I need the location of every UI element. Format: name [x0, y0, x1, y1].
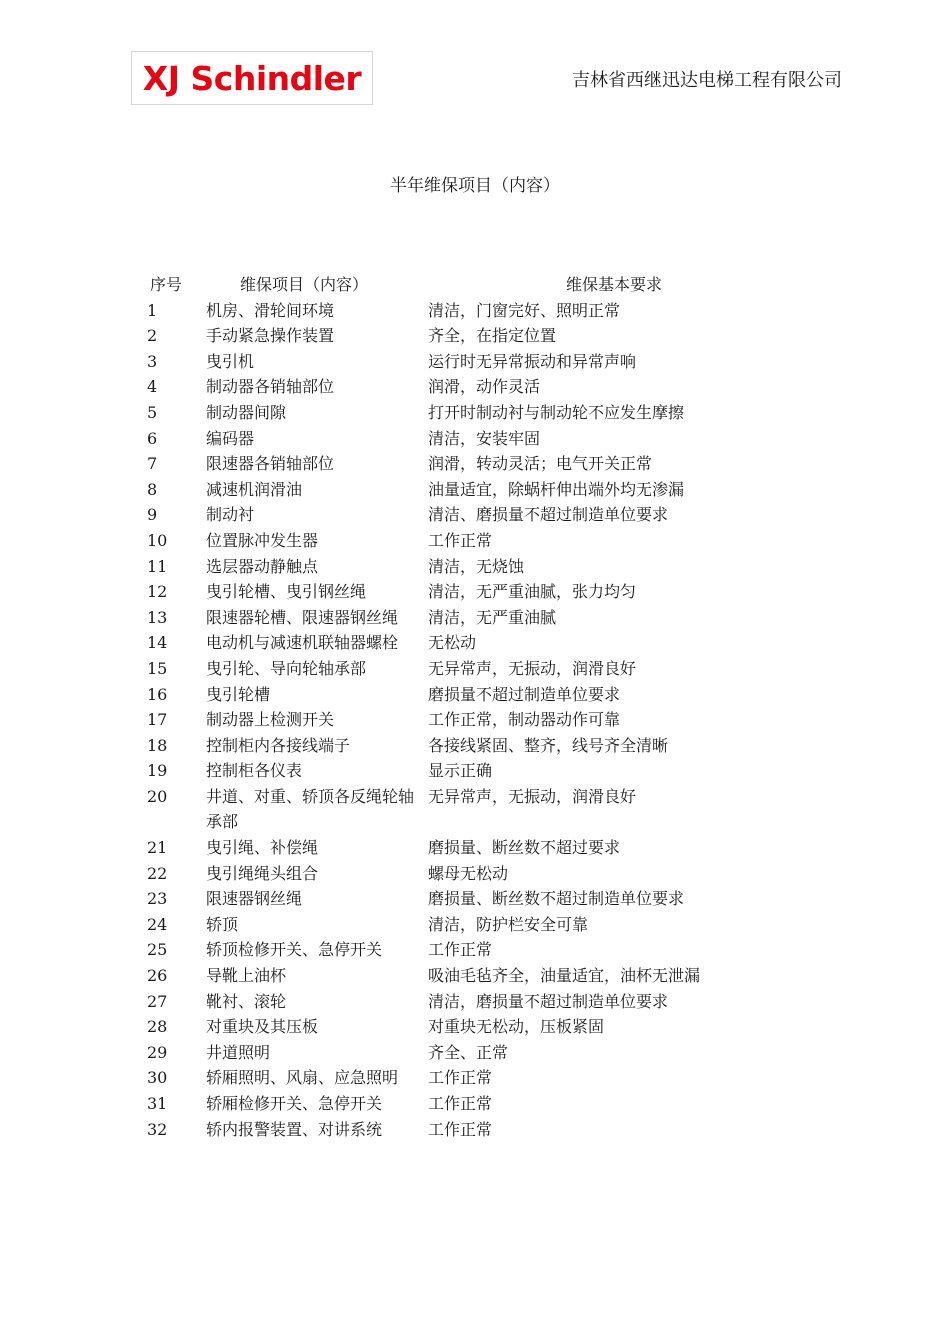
row-item: 限速器钢丝绳 [206, 889, 303, 909]
document-title: 半年维保项目（内容） [390, 176, 560, 196]
row-number: 19 [147, 761, 168, 781]
row-item: 制动器上检测开关 [206, 710, 335, 730]
row-item: 曳引绳、补偿绳 [206, 838, 319, 858]
row-number: 6 [147, 428, 158, 448]
row-requirement: 清洁，磨损量不超过制造单位要求 [428, 991, 669, 1011]
table-row [0, 656, 950, 682]
row-number: 7 [147, 454, 158, 474]
row-requirement: 磨损量、断丝数不超过制造单位要求 [428, 889, 685, 909]
row-requirement: 工作正常 [428, 1094, 493, 1113]
row-item: 制动器各销轴部位 [206, 377, 335, 397]
table-row [0, 630, 950, 656]
row-item: 导靴上油杯 [206, 966, 287, 986]
company-name: 吉林省西继迅达电梯工程有限公司 [572, 70, 842, 91]
table-row [0, 400, 950, 426]
row-item: 限速器各销轴部位 [206, 454, 335, 474]
row-item: 控制柜各仪表 [206, 761, 303, 781]
table-row [0, 502, 950, 528]
row-requirement: 吸油毛毡齐全，油量适宜，油杯无泄漏 [428, 966, 701, 986]
row-requirement: 齐全、正常 [428, 1042, 509, 1062]
row-number: 16 [147, 684, 168, 704]
table-row [0, 451, 950, 477]
row-number: 32 [147, 1119, 168, 1139]
table-row [0, 349, 950, 375]
table-row [0, 912, 950, 938]
table-row [0, 707, 950, 733]
row-number: 4 [147, 377, 158, 397]
row-requirement: 工作正常 [428, 940, 493, 960]
row-requirement: 磨损量、断丝数不超过要求 [428, 838, 621, 858]
table-row [0, 298, 950, 324]
row-number: 9 [147, 505, 158, 525]
row-number: 13 [147, 607, 168, 627]
table-row [0, 886, 950, 912]
row-number: 23 [147, 889, 168, 909]
row-number: 25 [147, 940, 168, 960]
row-requirement: 工作正常 [428, 1119, 493, 1139]
row-item: 井道、对重、轿顶各反绳轮轴承部 [206, 786, 415, 832]
row-number: 31 [147, 1094, 168, 1113]
row-number: 10 [147, 530, 168, 550]
column-header-item: 维保项目（内容） [240, 275, 369, 294]
row-number: 12 [147, 582, 168, 602]
row-number: 20 [147, 786, 168, 806]
row-item: 制动衬 [206, 505, 255, 525]
maintenance-table [0, 272, 950, 1142]
row-number: 17 [147, 710, 168, 730]
column-header-number: 序号 [150, 275, 183, 294]
table-row [0, 554, 950, 580]
row-item: 曳引轮槽、曳引钢丝绳 [206, 582, 367, 602]
row-requirement: 无异常声，无振动，润滑良好 [428, 658, 637, 678]
row-requirement: 清洁，无严重油腻，张力均匀 [428, 582, 637, 602]
row-requirement: 对重块无松动，压板紧固 [428, 1017, 605, 1037]
row-number: 30 [147, 1068, 168, 1088]
table-row [0, 963, 950, 989]
row-number: 24 [147, 914, 168, 934]
row-number: 21 [147, 838, 168, 858]
row-item: 电动机与减速机联轴器螺栓 [206, 633, 399, 653]
row-requirement: 润滑，动作灵活 [428, 377, 541, 397]
logo-text: XJ Schindler [142, 58, 362, 98]
row-item: 选层器动静触点 [206, 556, 319, 576]
row-number: 18 [147, 735, 168, 755]
row-item: 减速机润滑油 [206, 479, 303, 499]
row-item: 曳引轮、导向轮轴承部 [206, 658, 367, 678]
row-item: 轿厢检修开关、急停开关 [206, 1094, 383, 1113]
row-requirement: 清洁，防护栏安全可靠 [428, 914, 589, 934]
row-requirement: 清洁、磨损量不超过制造单位要求 [428, 505, 669, 525]
table-row [0, 1040, 950, 1066]
row-number: 11 [147, 556, 168, 576]
table-row [0, 682, 950, 708]
table-row [0, 1117, 950, 1143]
table-row [0, 1091, 950, 1117]
row-number: 22 [147, 863, 168, 883]
table-row [0, 758, 950, 784]
row-requirement: 工作正常 [428, 1068, 493, 1088]
row-number: 3 [147, 351, 158, 371]
row-requirement: 各接线紧固、整齐，线号齐全清晰 [428, 735, 669, 755]
table-row [0, 733, 950, 759]
table-row [0, 528, 950, 554]
row-item: 机房、滑轮间环境 [206, 300, 335, 320]
row-number: 26 [147, 966, 168, 986]
row-requirement: 油量适宜，除蜗杆伸出端外均无渗漏 [428, 479, 685, 499]
row-item: 位置脉冲发生器 [206, 530, 319, 550]
table-row [0, 605, 950, 631]
table-row [0, 579, 950, 605]
row-number: 15 [147, 658, 168, 678]
row-item: 轿顶 [206, 914, 239, 934]
row-requirement: 齐全，在指定位置 [428, 326, 557, 346]
row-item: 编码器 [206, 428, 255, 448]
table-row [0, 1014, 950, 1040]
row-item: 井道照明 [206, 1042, 271, 1062]
row-requirement: 清洁，无烧蚀 [428, 556, 525, 576]
table-row [0, 784, 950, 835]
row-number: 5 [147, 402, 158, 422]
row-requirement: 润滑，转动灵活；电气开关正常 [428, 454, 653, 474]
row-item: 靴衬、滚轮 [206, 991, 287, 1011]
row-item: 轿厢照明、风扇、应急照明 [206, 1068, 399, 1088]
table-row [0, 477, 950, 503]
table-row [0, 861, 950, 887]
column-header-requirement: 维保基本要求 [566, 275, 663, 294]
row-item: 控制柜内各接线端子 [206, 735, 351, 755]
row-number: 1 [147, 300, 158, 320]
row-item: 手动紧急操作装置 [206, 326, 335, 346]
table-row [0, 1065, 950, 1091]
row-number: 28 [147, 1017, 168, 1037]
row-requirement: 无异常声，无振动，润滑良好 [428, 786, 637, 806]
row-item: 曳引机 [206, 351, 255, 371]
row-requirement: 清洁，安装牢固 [428, 428, 541, 448]
row-requirement: 显示正确 [428, 761, 493, 781]
table-row [0, 835, 950, 861]
row-requirement: 清洁，门窗完好、照明正常 [428, 300, 621, 320]
table-row [0, 937, 950, 963]
row-requirement: 打开时制动衬与制动轮不应发生摩擦 [428, 402, 685, 422]
row-item: 制动器间隙 [206, 402, 287, 422]
row-requirement: 清洁，无严重油腻 [428, 607, 557, 627]
row-item: 轿内报警装置、对讲系统 [206, 1119, 383, 1139]
table-header-row [0, 272, 950, 298]
row-number: 8 [147, 479, 158, 499]
row-number: 29 [147, 1042, 168, 1062]
row-number: 2 [147, 326, 158, 346]
row-requirement: 螺母无松动 [428, 863, 509, 883]
table-row [0, 426, 950, 452]
row-requirement: 工作正常，制动器动作可靠 [428, 710, 621, 730]
row-item: 对重块及其压板 [206, 1017, 319, 1037]
row-requirement: 无松动 [428, 633, 477, 653]
row-item: 曳引绳绳头组合 [206, 863, 319, 883]
row-item: 曳引轮槽 [206, 684, 271, 704]
row-requirement: 工作正常 [428, 530, 493, 550]
row-number: 27 [147, 991, 168, 1011]
table-row [0, 374, 950, 400]
row-number: 14 [147, 633, 168, 653]
table-row [0, 323, 950, 349]
row-requirement: 磨损量不超过制造单位要求 [428, 684, 621, 704]
company-logo [131, 51, 373, 105]
row-item: 限速器轮槽、限速器钢丝绳 [206, 607, 399, 627]
row-requirement: 运行时无异常振动和异常声响 [428, 351, 637, 371]
row-item: 轿顶检修开关、急停开关 [206, 940, 383, 960]
table-row [0, 989, 950, 1015]
